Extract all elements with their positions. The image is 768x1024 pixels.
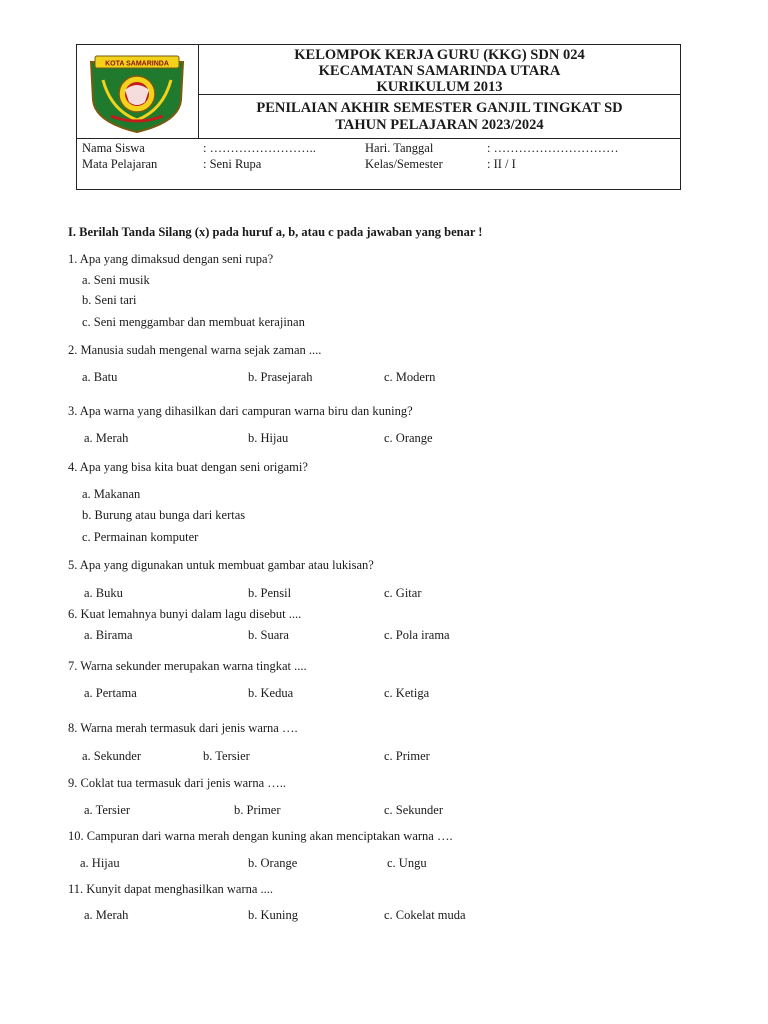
option-5a: a. Buku (84, 586, 123, 600)
question-4: 4. Apa yang bisa kita buat dengan seni origami? (68, 460, 308, 474)
option-5b: b. Pensil (248, 586, 292, 600)
option-8b: b. Tersier (203, 749, 250, 763)
question-5: 5. Apa yang digunakan untuk membuat gambar atau lukisan? (68, 558, 374, 572)
question-3: 3. Apa warna yang dihasilkan dari campuran warna biru dan kuning? (68, 404, 413, 418)
option-10a: a. Hijau (80, 856, 120, 870)
option-2a: a. Batu (82, 370, 118, 384)
class-label: Kelas/Semester (365, 157, 443, 171)
option-2b: b. Prasejarah (248, 370, 313, 384)
option-7a: a. Pertama (84, 686, 137, 700)
question-6: 6. Kuat lemahnya bunyi dalam lagu disebut .... (68, 607, 302, 621)
exam-line-1: PENILAIAN AKHIR SEMESTER GANJIL TINGKAT SD (256, 100, 623, 116)
subject-value: : Seni Rupa (203, 157, 262, 171)
option-4a: a. Makanan (82, 487, 141, 501)
question-10: 10. Campuran dari warna merah dengan kuning akan menciptakan warna …. (68, 829, 453, 843)
option-6c: c. Pola irama (384, 628, 450, 642)
title-line-3: KURIKULUM 2013 (376, 79, 503, 95)
day-value: : ………………………… (487, 141, 619, 155)
option-9c: c. Sekunder (384, 803, 444, 817)
option-3a: a. Merah (84, 431, 129, 445)
option-9b: b. Primer (234, 803, 281, 817)
question-1: 1. Apa yang dimaksud dengan seni rupa? (68, 252, 274, 266)
option-6a: a. Birama (84, 628, 133, 642)
option-5c: c. Gitar (384, 586, 422, 600)
option-4b: b. Burung atau bunga dari kertas (82, 508, 246, 522)
question-2: 2. Manusia sudah mengenal warna sejak zaman .... (68, 343, 322, 357)
question-11: 11. Kunyit dapat menghasilkan warna .... (68, 882, 274, 896)
option-9a: a. Tersier (84, 803, 131, 817)
option-7b: b. Kedua (248, 686, 294, 700)
name-label: Nama Siswa (82, 141, 145, 155)
option-2c: c. Modern (384, 370, 436, 384)
option-1a: a. Seni musik (82, 273, 150, 287)
title-line-1: KELOMPOK KERJA GURU (KKG) SDN 024 (294, 47, 585, 63)
option-6b: b. Suara (248, 628, 289, 642)
name-value: : …………………….. (203, 141, 316, 155)
option-3b: b. Hijau (248, 431, 289, 445)
class-value: : II / I (487, 157, 516, 171)
exam-line-2: TAHUN PELAJARAN 2023/2024 (335, 117, 544, 133)
option-11a: a. Merah (84, 908, 129, 922)
option-8c: c. Primer (384, 749, 430, 763)
day-label: Hari. Tanggal (365, 141, 434, 155)
option-10c: c. Ungu (387, 856, 427, 870)
option-11b: b. Kuning (248, 908, 298, 922)
title-line-2: KECAMATAN SAMARINDA UTARA (318, 63, 561, 79)
option-7c: c. Ketiga (384, 686, 430, 700)
option-11c: c. Cokelat muda (384, 908, 466, 922)
option-1b: b. Seni tari (82, 293, 137, 307)
logo-text: KOTA SAMARINDA (105, 60, 169, 68)
option-10b: b. Orange (248, 856, 298, 870)
question-8: 8. Warna merah termasuk dari jenis warna …. (68, 721, 298, 735)
subject-label: Mata Pelajaran (82, 157, 158, 171)
option-3c: c. Orange (384, 431, 433, 445)
option-8a: a. Sekunder (82, 749, 142, 763)
instruction: I. Berilah Tanda Silang (x) pada huruf a, b, atau c pada jawaban yang benar ! (68, 225, 483, 239)
question-7: 7. Warna sekunder merupakan warna tingkat .... (68, 659, 307, 673)
option-4c: c. Permainan komputer (82, 530, 199, 544)
option-1c: c. Seni menggambar dan membuat kerajinan (82, 315, 305, 329)
question-9: 9. Coklat tua termasuk dari jenis warna ….. (68, 776, 286, 790)
